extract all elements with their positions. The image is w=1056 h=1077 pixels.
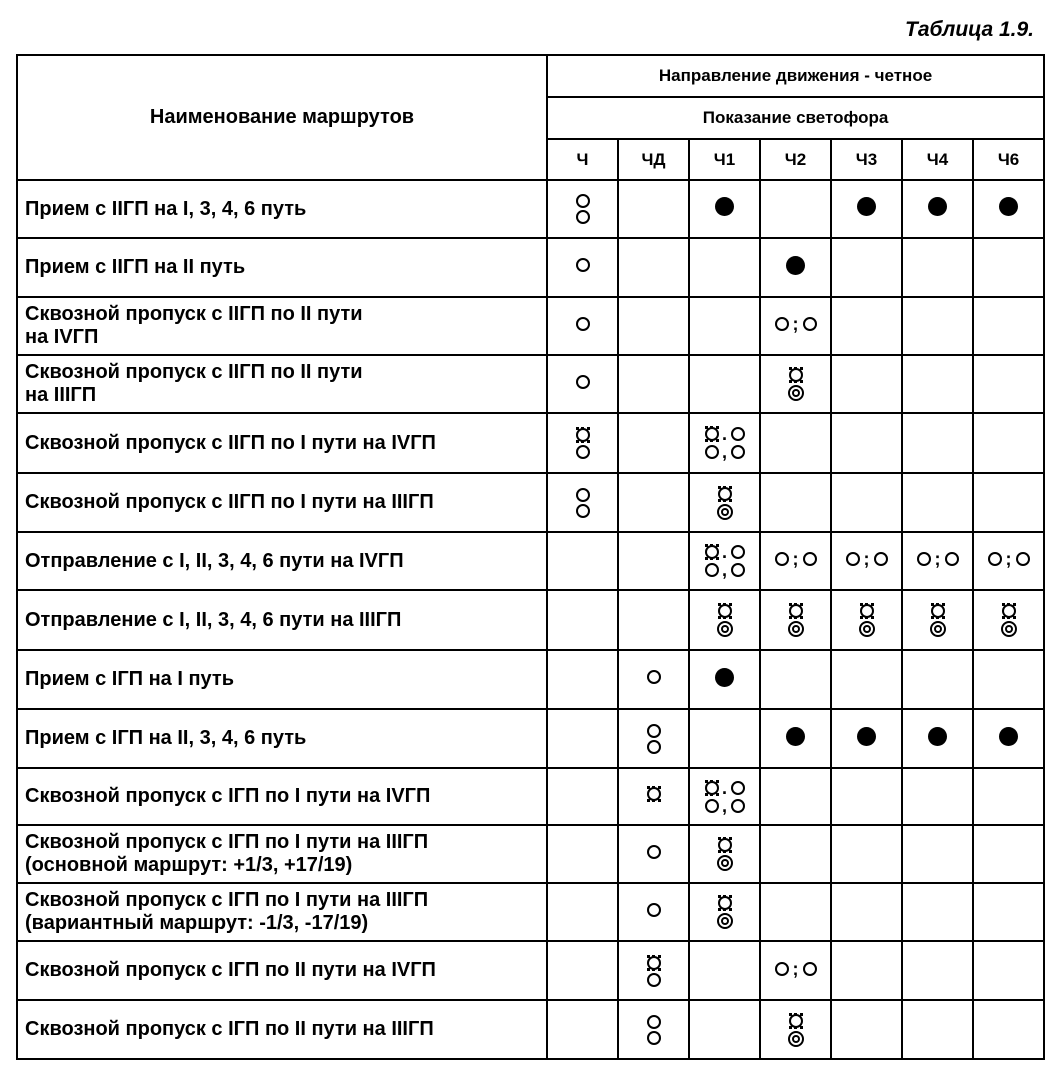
- table-row: [17, 709, 1044, 768]
- col-header: Ч: [547, 139, 618, 180]
- black-dot-icon: [786, 727, 805, 746]
- separator: ;: [792, 958, 799, 979]
- signal-cell: [760, 532, 831, 590]
- white-circle-icon: [803, 552, 817, 566]
- separator: .: [721, 424, 727, 444]
- double-circle-icon: [1001, 621, 1017, 637]
- signal-cell: [547, 709, 618, 768]
- signal-cell: [618, 941, 689, 1000]
- signal-cell: [760, 825, 831, 883]
- signal-cell: [618, 413, 689, 473]
- signal-cell: [973, 413, 1044, 473]
- separator: .: [721, 542, 727, 562]
- signal-stack: [717, 603, 733, 637]
- white-circle-icon: [803, 962, 817, 976]
- signal-cell: [547, 238, 618, 297]
- signal-group: [775, 316, 817, 332]
- col-header: Ч2: [760, 139, 831, 180]
- signal-cell: [973, 590, 1044, 650]
- signal-cell: [547, 768, 618, 825]
- signal-cell: [831, 355, 902, 413]
- route-name-line: на IIIГП: [25, 384, 97, 406]
- separator: ;: [863, 549, 870, 569]
- white-circle-icon: [945, 552, 959, 566]
- signal-cell: [689, 709, 760, 768]
- route-name: [17, 650, 547, 709]
- signal-cell: [760, 180, 831, 238]
- signal-stack: [575, 427, 591, 459]
- table-row: [17, 650, 1044, 709]
- white-circle-icon: [647, 740, 661, 754]
- signal-stack: [1001, 603, 1017, 637]
- signal-cell: [831, 883, 902, 941]
- table-row: [17, 473, 1044, 532]
- route-name: [17, 413, 547, 473]
- route-name-line: (вариантный маршрут: -1/3, -17/19): [25, 912, 369, 934]
- white-circle-icon: [705, 799, 719, 813]
- route-name: [17, 590, 547, 650]
- table-row: [17, 238, 1044, 297]
- table-row: [17, 180, 1044, 238]
- signal-cell: [547, 590, 618, 650]
- white-circle-icon: [731, 781, 745, 795]
- signal-cell: [902, 941, 973, 1000]
- white-circle-icon: [775, 552, 789, 566]
- signal-cell: [689, 297, 760, 355]
- signal-cell: [689, 768, 760, 825]
- white-circle-icon: [647, 1015, 661, 1029]
- signal-cell: [618, 883, 689, 941]
- signal-cell: [547, 473, 618, 532]
- signal-cell: [618, 825, 689, 883]
- signal-stack: [646, 955, 662, 987]
- white-circle-icon: [803, 317, 817, 331]
- signal-cell: [902, 650, 973, 709]
- separator: ,: [721, 560, 727, 580]
- signal-cell: [618, 297, 689, 355]
- route-name: [17, 709, 547, 768]
- signal-cell: [760, 355, 831, 413]
- signal-cell: [902, 180, 973, 238]
- blinking-circle-icon: [704, 426, 720, 442]
- signal-cell: [902, 883, 973, 941]
- signal-cell: [973, 941, 1044, 1000]
- double-circle-icon: [717, 621, 733, 637]
- white-circle-icon: [576, 258, 590, 272]
- blinking-circle-icon: [788, 1013, 804, 1029]
- route-name: [17, 297, 547, 355]
- signal-group: [704, 543, 746, 579]
- signal-cell: [618, 590, 689, 650]
- route-name: [17, 1000, 547, 1059]
- signal-cell: [902, 709, 973, 768]
- route-name: [17, 355, 547, 413]
- signal-cell: [831, 709, 902, 768]
- black-dot-icon: [999, 727, 1018, 746]
- signal-cell: [547, 297, 618, 355]
- black-dot-icon: [857, 727, 876, 746]
- signal-cell: [689, 941, 760, 1000]
- route-name: [17, 473, 547, 532]
- signal-header: Показание светофора: [547, 97, 1044, 139]
- signal-stack: [717, 895, 733, 929]
- signal-cell: [973, 532, 1044, 590]
- white-circle-icon: [775, 962, 789, 976]
- route-name-line: на IVГП: [25, 326, 99, 348]
- signal-stack: [647, 724, 661, 754]
- signal-cell: [547, 413, 618, 473]
- white-circle-icon: [576, 194, 590, 208]
- signal-cell: [831, 532, 902, 590]
- direction-header: Направление движения - четное: [547, 55, 1044, 97]
- blinking-circle-icon: [717, 837, 733, 853]
- signal-stack: [576, 194, 590, 224]
- white-circle-icon: [576, 375, 590, 389]
- route-name-line: Сквозной пропуск с IIГП по I пути на IVГП: [25, 431, 436, 454]
- signal-stack: [859, 603, 875, 637]
- signal-stack: [717, 486, 733, 520]
- signal-cell: [973, 825, 1044, 883]
- signal-cell: [831, 413, 902, 473]
- white-circle-icon: [647, 724, 661, 738]
- route-name-line: Отправление с I, II, 3, 4, 6 пути на IVГП: [25, 549, 404, 572]
- white-circle-icon: [576, 445, 590, 459]
- table-row: [17, 883, 1044, 941]
- blinking-circle-icon: [930, 603, 946, 619]
- double-circle-icon: [788, 621, 804, 637]
- white-circle-icon: [731, 545, 745, 559]
- signal-cell: [973, 1000, 1044, 1059]
- signal-stack: [788, 367, 804, 401]
- blinking-circle-icon: [704, 544, 720, 560]
- signal-group: [988, 551, 1030, 567]
- white-circle-icon: [576, 504, 590, 518]
- white-circle-icon: [731, 563, 745, 577]
- signal-cell: [689, 532, 760, 590]
- route-name-line: Прием с IIГП на II путь: [25, 256, 246, 278]
- signal-cell: [760, 590, 831, 650]
- route-name: [17, 532, 547, 590]
- signal-cell: [902, 532, 973, 590]
- signal-cell: [689, 413, 760, 473]
- signal-cell: [547, 825, 618, 883]
- double-circle-icon: [717, 504, 733, 520]
- route-name-line: Прием с IГП на II, 3, 4, 6 путь: [25, 727, 307, 749]
- separator: ;: [1005, 549, 1012, 569]
- black-dot-icon: [857, 197, 876, 216]
- route-name-line: Сквозной пропуск с IГП по II пути на IIIГП: [25, 1018, 434, 1040]
- white-circle-icon: [705, 445, 719, 459]
- signal-group: [846, 551, 888, 567]
- signal-cell: [618, 768, 689, 825]
- route-name: [17, 941, 547, 1000]
- signal-stack: [788, 603, 804, 637]
- table-row: [17, 768, 1044, 825]
- signal-cell: [902, 413, 973, 473]
- table-row: [17, 1000, 1044, 1059]
- signal-cell: [618, 238, 689, 297]
- signal-cell: [902, 825, 973, 883]
- signal-stack: [930, 603, 946, 637]
- route-name-line: (основной маршрут: +1/3, +17/19): [25, 854, 353, 876]
- blinking-circle-icon: [717, 486, 733, 502]
- signal-cell: [760, 297, 831, 355]
- white-circle-icon: [988, 552, 1002, 566]
- signal-cell: [760, 238, 831, 297]
- route-name-line: Сквозной пропуск с IГП по I пути на IIIГП: [25, 889, 429, 911]
- double-circle-icon: [717, 913, 733, 929]
- signal-group: [704, 779, 746, 815]
- double-circle-icon: [930, 621, 946, 637]
- signal-cell: [973, 355, 1044, 413]
- black-dot-icon: [928, 727, 947, 746]
- blinking-circle-icon: [788, 603, 804, 619]
- signal-cell: [973, 650, 1044, 709]
- route-name: [17, 883, 547, 941]
- white-circle-icon: [647, 670, 661, 684]
- signal-cell: [973, 768, 1044, 825]
- col-header: Ч4: [902, 139, 973, 180]
- blinking-circle-icon: [717, 603, 733, 619]
- signal-stack: [647, 1015, 661, 1045]
- routes-header: Наименование маршрутов: [17, 55, 547, 180]
- double-circle-icon: [717, 855, 733, 871]
- separator: ;: [792, 549, 799, 569]
- blinking-circle-icon: [788, 367, 804, 383]
- signal-cell: [689, 650, 760, 709]
- signal-cell: [902, 355, 973, 413]
- black-dot-icon: [928, 197, 947, 216]
- signal-cell: [689, 473, 760, 532]
- signal-cell: [689, 825, 760, 883]
- route-name-line: Сквозной пропуск с IГП по I пути на IIIГП: [25, 831, 429, 853]
- table-row: [17, 297, 1044, 355]
- signal-cell: [902, 768, 973, 825]
- white-circle-icon: [576, 488, 590, 502]
- separator: .: [721, 777, 727, 798]
- col-header: Ч6: [973, 139, 1044, 180]
- signal-cell: [689, 883, 760, 941]
- double-circle-icon: [859, 621, 875, 637]
- signal-cell: [689, 590, 760, 650]
- signal-cell: [760, 941, 831, 1000]
- route-name: [17, 825, 547, 883]
- white-circle-icon: [705, 563, 719, 577]
- signal-cell: [547, 883, 618, 941]
- blinking-circle-icon: [646, 786, 662, 802]
- blinking-circle-icon: [704, 780, 720, 796]
- white-circle-icon: [647, 973, 661, 987]
- signal-cell: [902, 238, 973, 297]
- signal-cell: [618, 532, 689, 590]
- signal-cell: [618, 1000, 689, 1059]
- signal-group: [775, 551, 817, 567]
- route-name: [17, 768, 547, 825]
- signal-cell: [760, 768, 831, 825]
- separator: ,: [721, 795, 727, 816]
- black-dot-icon: [715, 668, 734, 687]
- black-dot-icon: [999, 197, 1018, 216]
- signal-cell: [760, 413, 831, 473]
- white-circle-icon: [917, 552, 931, 566]
- signal-cell: [618, 180, 689, 238]
- signal-cell: [689, 1000, 760, 1059]
- signal-group: [775, 958, 817, 979]
- route-name-line: Прием с IГП на I путь: [25, 668, 235, 690]
- double-circle-icon: [788, 385, 804, 401]
- white-circle-icon: [731, 445, 745, 459]
- signal-cell: [831, 941, 902, 1000]
- signal-stack: [788, 1013, 804, 1047]
- signal-stack: [717, 837, 733, 871]
- white-circle-icon: [731, 799, 745, 813]
- signal-cell: [973, 473, 1044, 532]
- white-circle-icon: [874, 552, 888, 566]
- white-circle-icon: [576, 210, 590, 224]
- signal-cell: [618, 709, 689, 768]
- white-circle-icon: [647, 1031, 661, 1045]
- signal-cell: [618, 650, 689, 709]
- route-name-line: Сквозной пропуск с IIГП по I пути на IIIГП: [25, 491, 434, 513]
- table-row: [17, 355, 1044, 413]
- signal-group: [917, 551, 959, 567]
- signal-cell: [902, 473, 973, 532]
- separator: ;: [792, 314, 799, 334]
- signal-cell: [831, 768, 902, 825]
- signal-cell: [973, 709, 1044, 768]
- black-dot-icon: [715, 197, 734, 216]
- white-circle-icon: [846, 552, 860, 566]
- signal-cell: [760, 883, 831, 941]
- signal-cell: [973, 297, 1044, 355]
- signal-cell: [760, 709, 831, 768]
- route-name: [17, 238, 547, 297]
- signal-stack: [576, 488, 590, 518]
- signal-cell: [760, 1000, 831, 1059]
- signal-cell: [831, 1000, 902, 1059]
- white-circle-icon: [1016, 552, 1030, 566]
- signal-cell: [831, 590, 902, 650]
- route-name-line: Сквозной пропуск с IIГП по II пути: [25, 303, 363, 325]
- signal-cell: [547, 180, 618, 238]
- separator: ;: [934, 549, 941, 569]
- table-row: [17, 590, 1044, 650]
- signal-cell: [689, 238, 760, 297]
- signal-cell: [760, 650, 831, 709]
- signal-cell: [547, 650, 618, 709]
- table-row: [17, 941, 1044, 1000]
- blinking-circle-icon: [646, 955, 662, 971]
- signal-cell: [831, 650, 902, 709]
- white-circle-icon: [576, 317, 590, 331]
- white-circle-icon: [775, 317, 789, 331]
- table-row: [17, 532, 1044, 590]
- table-caption: Таблица 1.9.: [905, 18, 1034, 41]
- blinking-circle-icon: [859, 603, 875, 619]
- white-circle-icon: [647, 845, 661, 859]
- col-header: Ч3: [831, 139, 902, 180]
- signal-table: [16, 54, 1045, 1060]
- white-circle-icon: [731, 427, 745, 441]
- signal-cell: [973, 883, 1044, 941]
- separator: ,: [721, 442, 727, 462]
- signal-cell: [973, 238, 1044, 297]
- signal-cell: [902, 297, 973, 355]
- signal-cell: [689, 355, 760, 413]
- signal-cell: [831, 238, 902, 297]
- blinking-circle-icon: [575, 427, 591, 443]
- signal-cell: [547, 941, 618, 1000]
- signal-cell: [547, 532, 618, 590]
- double-circle-icon: [788, 1031, 804, 1047]
- signal-cell: [547, 1000, 618, 1059]
- black-dot-icon: [786, 256, 805, 275]
- signal-cell: [831, 473, 902, 532]
- route-name-line: Отправление с I, II, 3, 4, 6 пути на IIIГП: [25, 608, 402, 631]
- table-row: [17, 825, 1044, 883]
- route-name: [17, 180, 547, 238]
- blinking-circle-icon: [1001, 603, 1017, 619]
- signal-cell: [973, 180, 1044, 238]
- white-circle-icon: [647, 903, 661, 917]
- col-header: Ч1: [689, 139, 760, 180]
- route-name-line: Сквозной пропуск с IГП по II пути на IVГП: [25, 959, 436, 981]
- blinking-circle-icon: [717, 895, 733, 911]
- route-name-line: Прием с IIГП на I, 3, 4, 6 путь: [25, 197, 307, 220]
- signal-group: [704, 425, 746, 461]
- signal-cell: [618, 473, 689, 532]
- signal-cell: [618, 355, 689, 413]
- table-body: [17, 180, 1044, 1059]
- table-row: [17, 413, 1044, 473]
- signal-cell: [902, 1000, 973, 1059]
- signal-cell: [831, 180, 902, 238]
- signal-cell: [902, 590, 973, 650]
- signal-cell: [547, 355, 618, 413]
- route-name-line: Сквозной пропуск с IГП по I пути на IVГП: [25, 785, 431, 807]
- signal-cell: [689, 180, 760, 238]
- signal-cell: [760, 473, 831, 532]
- signal-cell: [831, 297, 902, 355]
- route-name-line: Сквозной пропуск с IIГП по II пути: [25, 361, 363, 383]
- col-header: ЧД: [618, 139, 689, 180]
- signal-cell: [831, 825, 902, 883]
